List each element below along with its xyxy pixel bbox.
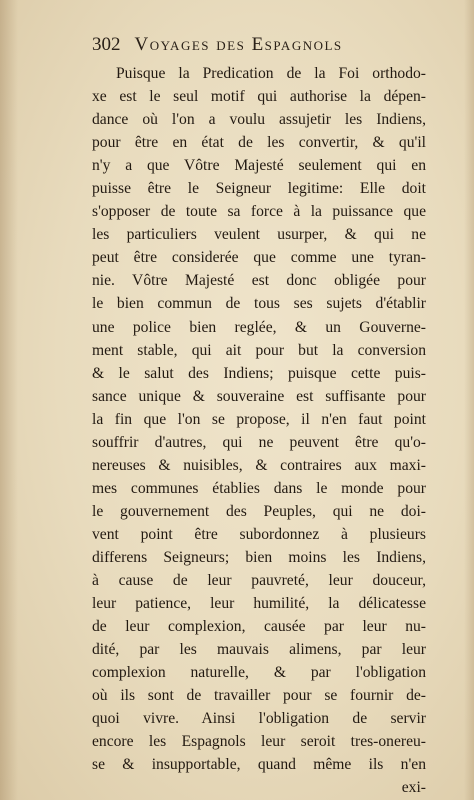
text-line: le gouvernement des Peuples, qui ne doi- <box>92 502 426 520</box>
text-line: peut être considerée que comme une tyran- <box>92 249 426 267</box>
text-line: complexion naturelle, & par l'obligation <box>92 664 426 682</box>
text-line: vent point être subordonnez à plusieurs <box>92 525 426 543</box>
text-line: se & insupportable, quand même ils n'en <box>92 756 426 774</box>
running-title: Voyages des Espagnols <box>134 34 343 55</box>
text-line: differens Seigneurs; bien moins les Indiens, <box>92 548 426 566</box>
text-line: la fin que l'on se propose, il n'en faut point <box>92 410 426 428</box>
body-text <box>92 62 426 800</box>
text-line: ment stable, qui ait pour but la conversion <box>92 341 426 359</box>
text-line: de leur complexion, causée par leur nu- <box>92 618 426 636</box>
text-line: s'opposer de toute sa force à la puissance que <box>92 203 426 221</box>
text-line: nereuses & nuisibles, & contraires aux maxi- <box>92 456 426 474</box>
text-line: Puisque la Predication de la Foi orthodo- <box>116 65 426 82</box>
text-line: leur patience, leur humilité, la délicatesse <box>92 595 426 613</box>
text-line: & le salut des Indiens; puisque cette puis- <box>92 364 426 382</box>
text-line: n'y a que Vôtre Majesté seulement qui en <box>92 157 426 175</box>
text-line: mes communes établies dans le monde pour <box>92 479 426 497</box>
text-line: les particuliers veulent usurper, & qui ne <box>92 226 426 244</box>
page-number: 302 <box>92 34 121 55</box>
text-line: quoi vivre. Ainsi l'obligation de servir <box>92 710 426 728</box>
text-line: dance où l'on a voulu assujetir les Indiens, <box>92 111 426 129</box>
catchword: exi- <box>401 779 426 797</box>
text-line: où ils sont de travailler pour se fournir de- <box>92 687 426 705</box>
text-line: une police bien reglée, & un Gouverne- <box>92 318 426 336</box>
page-header <box>92 34 426 58</box>
text-line: dité, par les mauvais alimens, par leur <box>92 641 426 659</box>
text-line: encore les Espagnols leur seroit tres-onereu- <box>92 733 426 751</box>
text-line: nie. Vôtre Majesté est donc obligée pour <box>92 272 426 290</box>
text-line: xe est le seul motif qui authorise la dépen- <box>92 88 426 106</box>
text-line: le bien commun de tous ses sujets d'établir <box>92 295 426 313</box>
text-line: à cause de leur pauvreté, leur douceur, <box>92 572 426 590</box>
text-line: pour être en état de les convertir, & qu'il <box>92 134 426 152</box>
text-line: souffrir d'autres, qui ne peuvent être qu'o- <box>92 433 426 451</box>
text-line: sance unique & souveraine est suffisante pour <box>92 387 426 405</box>
text-line: puisse être le Seigneur legitime: Elle doit <box>92 180 426 198</box>
